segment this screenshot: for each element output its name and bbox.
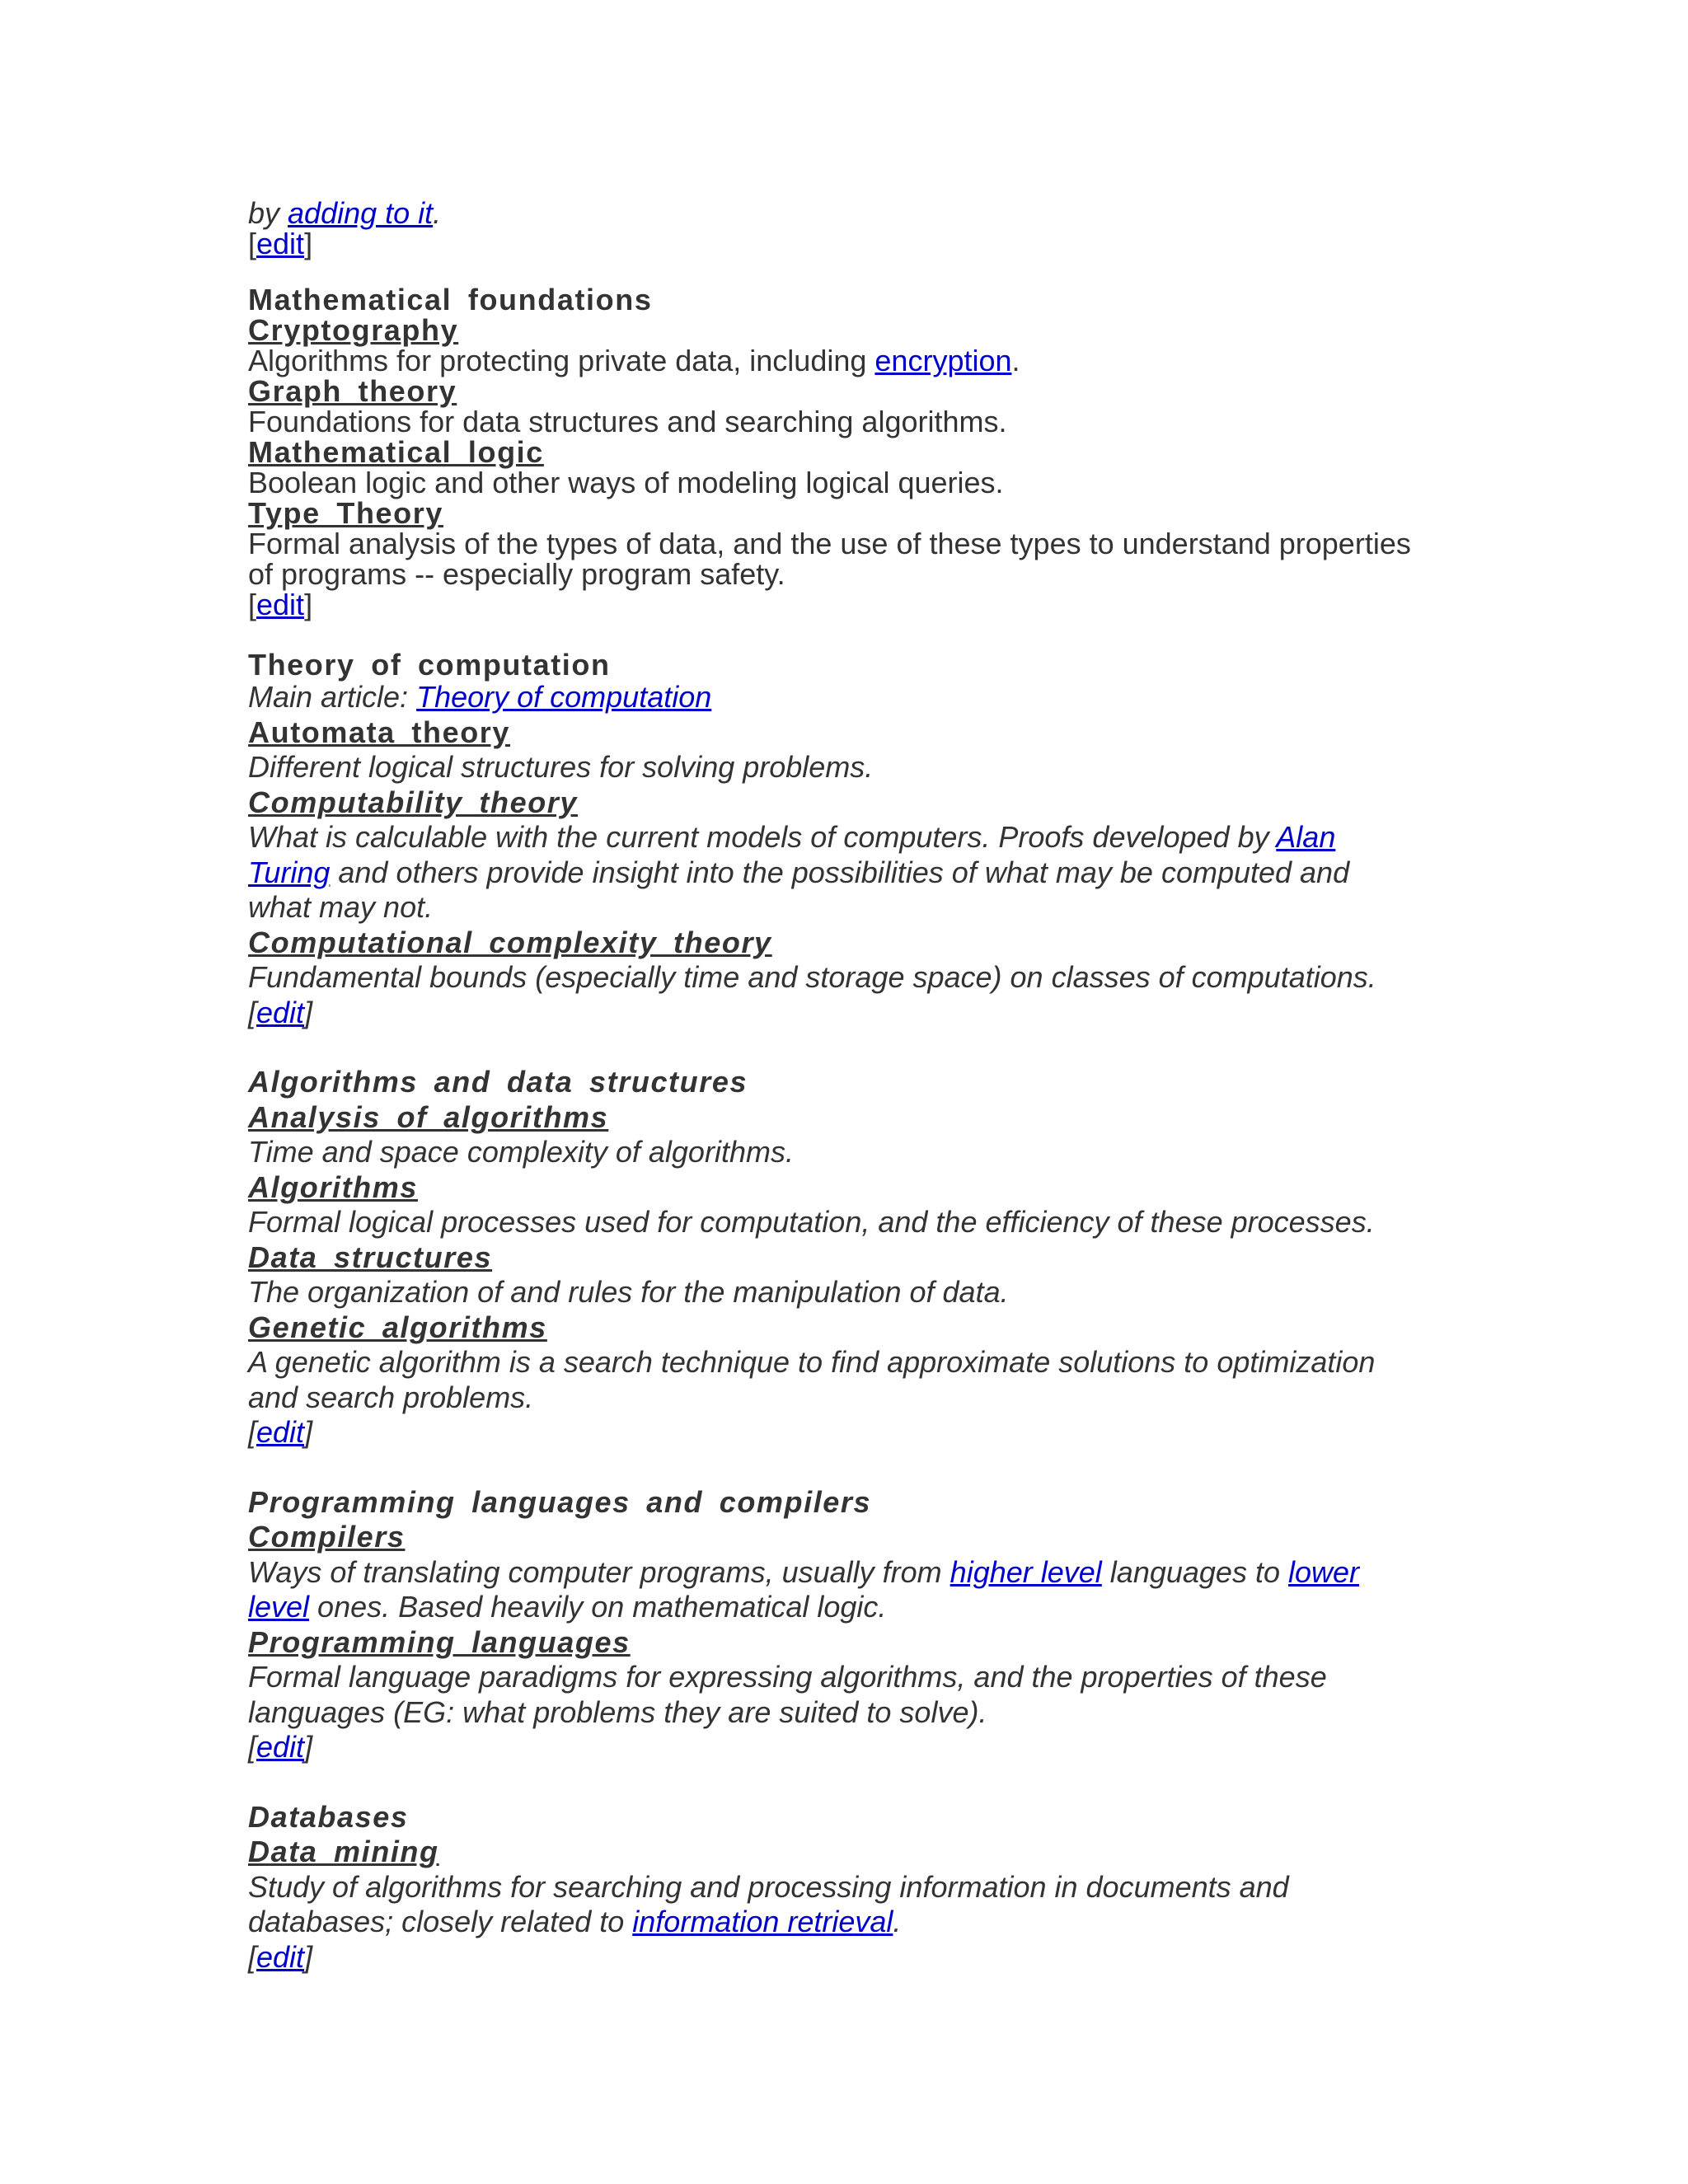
higher-level-link[interactable]: higher level: [950, 1554, 1102, 1589]
term-data-structures-link[interactable]: Data structures: [248, 1240, 493, 1274]
desc-programming-languages-line-2: languages (EG: what problems they are suited to solve).: [248, 1694, 987, 1729]
desc-data-structures: The organization of and rules for the manipulation of data.: [248, 1275, 1009, 1309]
edit-link[interactable]: edit: [256, 588, 305, 621]
desc-data-mining-line-1: Study of algorithms for searching and processing information in documents and: [248, 1869, 1289, 1904]
adding-to-it-link[interactable]: adding to it: [288, 196, 434, 230]
lower-level-link-part-2[interactable]: level: [248, 1590, 310, 1624]
section-heading-theory-of-computation: Theory of computation: [248, 648, 611, 682]
section-heading-programming-languages-and-compilers: Programming languages and compilers: [248, 1484, 872, 1519]
term-cryptography-link[interactable]: Cryptography: [248, 313, 459, 347]
term-genetic-algorithms-link[interactable]: Genetic algorithms: [248, 1310, 547, 1344]
term-algorithms-link[interactable]: Algorithms: [248, 1169, 419, 1204]
desc-compilers-line-1: Ways of translating computer programs, usually from higher level languages to lower: [248, 1554, 1360, 1589]
document-page: [248, 198, 1451, 1975]
edit-link[interactable]: edit: [256, 1730, 305, 1764]
edit-section-db: [edit]: [248, 1939, 313, 1974]
desc-compilers-line-2: level ones. Based heavily on mathematical logic.: [248, 1590, 887, 1624]
edit-section-intro: [edit]: [248, 227, 313, 260]
desc-mathematical-logic: Boolean logic and other ways of modeling logical queries.: [248, 466, 1004, 499]
desc-data-mining-line-2: databases; closely related to information retrieval.: [248, 1905, 902, 1938]
theory-of-computation-link[interactable]: Theory of computation: [416, 680, 712, 714]
term-mathematical-logic-link[interactable]: Mathematical logic: [248, 435, 544, 469]
desc-algorithms: Formal logical processes used for computation, and the efficiency of these processes.: [248, 1205, 1375, 1239]
desc-analysis-of-algorithms: Time and space complexity of algorithms.: [248, 1135, 794, 1169]
desc-type-theory-line-2: of programs -- especially program safety.: [248, 557, 785, 591]
edit-link[interactable]: edit: [256, 1939, 305, 1974]
edit-section-toc: [edit]: [248, 995, 313, 1029]
term-data-mining-link[interactable]: Data mining: [248, 1835, 439, 1868]
desc-programming-languages-line-1: Formal language paradigms for expressing algorithms, and the properties of these: [248, 1660, 1327, 1694]
alan-turing-link-part-1[interactable]: Alan: [1276, 820, 1336, 854]
intro-line: by adding to it.: [248, 196, 442, 230]
desc-graph-theory: Foundations for data structures and searching algorithms.: [248, 405, 1007, 438]
encryption-link[interactable]: encryption: [874, 344, 1012, 377]
section-heading-algorithms-and-data-structures: Algorithms and data structures: [248, 1065, 748, 1099]
desc-type-theory-line-1: Formal analysis of the types of data, and the use of these types to understand properties: [248, 527, 1411, 560]
edit-link[interactable]: edit: [256, 995, 305, 1029]
edit-section-plc: [edit]: [248, 1730, 313, 1764]
desc-computational-complexity: Fundamental bounds (especially time and storage space) on classes of computations.: [248, 960, 1376, 994]
alan-turing-link-part-2[interactable]: Turing: [248, 855, 331, 889]
edit-link[interactable]: edit: [256, 1415, 305, 1449]
term-automata-theory-link[interactable]: Automata theory: [248, 715, 511, 749]
desc-genetic-algorithms-line-1: A genetic algorithm is a search technique to find approximate solutions to optimization: [248, 1345, 1376, 1379]
term-compilers-link[interactable]: Compilers: [248, 1520, 406, 1554]
term-type-theory-link[interactable]: Type Theory: [248, 496, 443, 530]
edit-section-algo: [edit]: [248, 1415, 313, 1449]
desc-genetic-algorithms-line-2: and search problems.: [248, 1380, 534, 1414]
desc-automata-theory: Different logical structures for solving problems.: [248, 750, 874, 784]
term-programming-languages-link[interactable]: Programming languages: [248, 1624, 631, 1659]
desc-computability-line-2: Turing and others provide insight into the possibilities of what may be computed and: [248, 855, 1350, 889]
information-retrieval-link[interactable]: information retrieval: [632, 1905, 893, 1938]
section-heading-mathematical-foundations: Mathematical foundations: [248, 283, 653, 316]
edit-section-math: [edit]: [248, 588, 313, 621]
desc-cryptography: Algorithms for protecting private data, including encryption.: [248, 344, 1020, 377]
desc-computability-line-3: what may not.: [248, 890, 434, 924]
desc-computability-line-1: What is calculable with the current models of computers. Proofs developed by Alan: [248, 820, 1336, 854]
term-computability-theory-link[interactable]: Computability theory: [248, 785, 579, 819]
edit-link[interactable]: edit: [256, 227, 305, 260]
main-article-line: Main article: Theory of computation: [248, 680, 712, 714]
lower-level-link-part-1[interactable]: lower: [1287, 1554, 1360, 1589]
section-heading-databases: Databases: [248, 1799, 409, 1834]
term-analysis-of-algorithms-link[interactable]: Analysis of algorithms: [248, 1099, 609, 1134]
term-computational-complexity-theory-link[interactable]: Computational complexity theory: [248, 925, 772, 959]
term-graph-theory-link[interactable]: Graph theory: [248, 374, 457, 408]
